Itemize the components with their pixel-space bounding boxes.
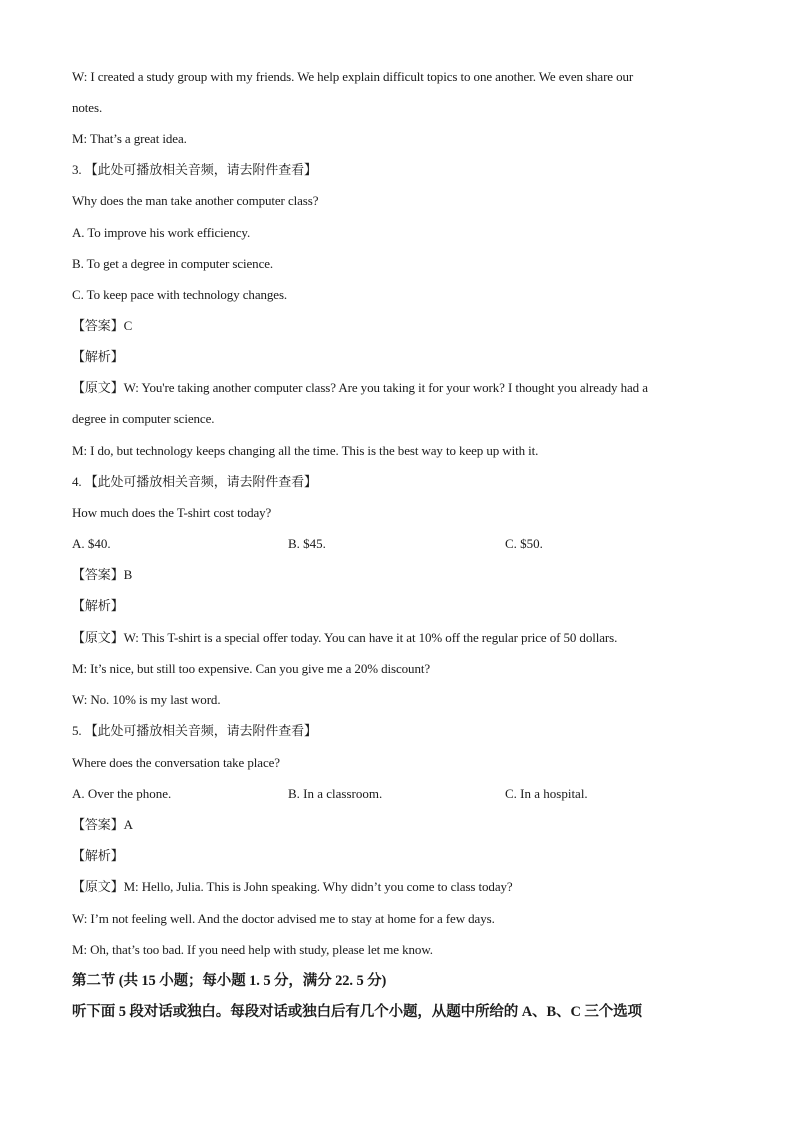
question-3-option-a: A. To improve his work efficiency.: [72, 225, 251, 240]
question-4-option-b: B. $45.: [288, 536, 326, 551]
question-4-original: M: It’s nice, but still too expensive. Can you give me a 20% discount?: [72, 661, 431, 676]
question-3-original: 【原文】W: You're taking another computer class? Are you taking it for your work? I thought you already had a: [72, 380, 648, 395]
question-5-option-b: B. In a classroom.: [288, 786, 383, 801]
question-3-analysis: 【解析】: [72, 349, 124, 364]
question-4-original: W: No. 10% is my last word.: [72, 692, 221, 707]
section-2-title: 第二节 (共 15 小题；每小题 1. 5 分，满分 22. 5 分): [72, 973, 387, 989]
question-5-answer: 【答案】A: [72, 817, 133, 832]
section-2-instruction: 听下面 5 段对话或独白。每段对话或独白后有几个小题，从题中所给的 A、B、C 三个选项: [72, 1004, 642, 1020]
question-3-text: Why does the man take another computer class?: [72, 193, 319, 208]
question-4-text: How much does the T-shirt cost today?: [72, 505, 272, 520]
question-4-option-a: A. $40.: [72, 536, 111, 551]
question-5-original: W: I’m not feeling well. And the doctor advised me to stay at home for a few days.: [72, 911, 495, 926]
dialogue-line: W: I created a study group with my friends. We help explain difficult topics to one another. We even share our: [72, 69, 634, 84]
question-3-option-c: C. To keep pace with technology changes.: [72, 287, 288, 302]
question-3-answer: 【答案】C: [72, 318, 133, 333]
question-4-original: 【原文】W: This T-shirt is a special offer today. You can have it at 10% off the regular price of 50 dollars.: [72, 630, 618, 645]
question-5-option-c: C. In a hospital.: [505, 786, 588, 801]
dialogue-line: M: That’s a great idea.: [72, 131, 187, 146]
question-4-header: 4. 【此处可播放相关音频，请去附件查看】: [72, 474, 317, 489]
question-5-original: M: Oh, that’s too bad. If you need help with study, please let me know.: [72, 942, 433, 957]
question-5-analysis: 【解析】: [72, 848, 124, 863]
question-4-analysis: 【解析】: [72, 598, 124, 613]
question-4-answer: 【答案】B: [72, 567, 133, 582]
dialogue-line: notes.: [72, 100, 103, 115]
question-5-original: 【原文】M: Hello, Julia. This is John speaking. Why didn’t you come to class today?: [72, 879, 513, 894]
question-4-option-c: C. $50.: [505, 536, 543, 551]
question-3-header: 3. 【此处可播放相关音频，请去附件查看】: [72, 162, 317, 177]
question-5-text: Where does the conversation take place?: [72, 755, 280, 770]
question-3-original: degree in computer science.: [72, 411, 215, 426]
question-3-option-b: B. To get a degree in computer science.: [72, 256, 274, 271]
question-5-header: 5. 【此处可播放相关音频，请去附件查看】: [72, 723, 317, 738]
question-3-original: M: I do, but technology keeps changing all the time. This is the best way to keep up with it.: [72, 443, 539, 458]
question-5-option-a: A. Over the phone.: [72, 786, 172, 801]
